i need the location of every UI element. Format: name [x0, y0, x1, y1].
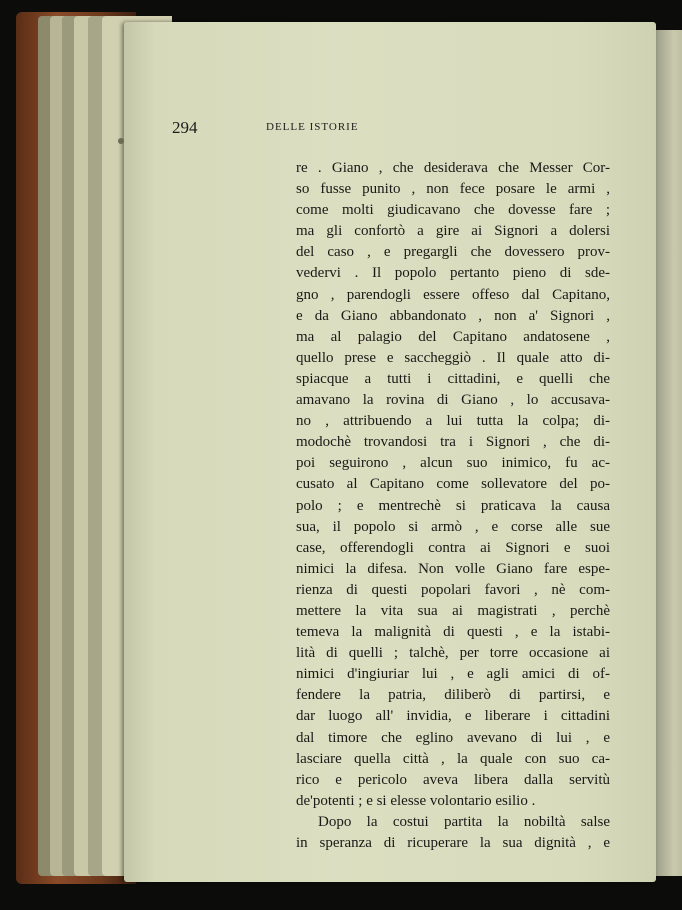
running-title: DELLE ISTORIE [266, 121, 359, 133]
text-line: Dopo la costui partita la nobiltà salse [318, 813, 610, 830]
text-line: ma gli confortò a gire ai Signori a dolersi [296, 223, 610, 240]
text-line: amavano la rovina di Giano , lo accusava- [296, 392, 610, 409]
text-line: fendere la patria, diliberò di partirsi, e [296, 687, 610, 704]
text-line: rico e pericolo aveva libera dalla servitù [296, 771, 610, 788]
text-line: dal timore che eglino avevano di lui , e [296, 729, 610, 746]
text-line: rienza di questi popolari favori , nè com- [296, 581, 610, 598]
text-line: lità di quelli ; talchè, per torre occasione ai [296, 645, 610, 662]
text-line: polo ; e mentrechè si praticava la causa [296, 497, 610, 514]
text-line: del caso , e pregargli che dovessero prov- [296, 244, 610, 261]
text-line: de'potenti ; e si elesse volontario esilio . [296, 792, 536, 809]
page-number: 294 [172, 118, 198, 137]
text-line: nimici d'ingiuriar lui , e agli amici di of- [296, 666, 610, 683]
body-text [296, 158, 610, 854]
page-blemish [118, 138, 124, 144]
text-line: lasciare quella città , la quale con suo ca- [296, 750, 610, 767]
text-line: dar luogo all' invidia, e liberare i cittadini [296, 708, 610, 725]
text-line: re . Giano , che desiderava che Messer Cor- [296, 160, 610, 176]
text-line: vedervi . Il popolo pertanto pieno di sde- [296, 265, 610, 282]
text-line: modochè trovandosi tra i Signori , che di- [296, 434, 610, 451]
running-head [172, 118, 482, 136]
text-line: ma al palagio del Capitano andatosene , [296, 328, 610, 345]
text-line: cusato al Capitano come sollevatore del po- [296, 476, 610, 493]
text-line: poi seguirono , alcun suo inimico, fu ac- [296, 455, 610, 472]
text-line: case, offerendogli contra ai Signori e suoi [296, 539, 610, 556]
text-line: quello prese e saccheggiò . Il quale atto di- [296, 349, 610, 366]
text-line: spiacque a tutti i cittadini, e quelli che [296, 370, 610, 387]
text-line: in speranza di ricuperare la sua dignità , e [296, 835, 610, 851]
text-line: temeva la malignità di questi , e la istabi- [296, 624, 610, 641]
text-line: mettere la vita sua ai magistrati , perchè [296, 602, 610, 619]
facing-page-edge [656, 30, 682, 876]
text-line: no , attribuendo a lui tutta la colpa; di- [296, 413, 610, 430]
text-line: come molti giudicavano che dovesse fare ; [296, 202, 610, 219]
text-line: gno , parendogli essere offeso dal Capitano, [296, 286, 610, 303]
text-line: so fusse punito , non fece posare le armi , [296, 181, 610, 198]
text-line: nimici la difesa. Non volle Giano fare espe- [296, 560, 610, 577]
text-line: sua, il popolo si armò , e corse alle sue [296, 518, 610, 535]
text-line: e da Giano abbandonato , non a' Signori , [296, 307, 610, 324]
